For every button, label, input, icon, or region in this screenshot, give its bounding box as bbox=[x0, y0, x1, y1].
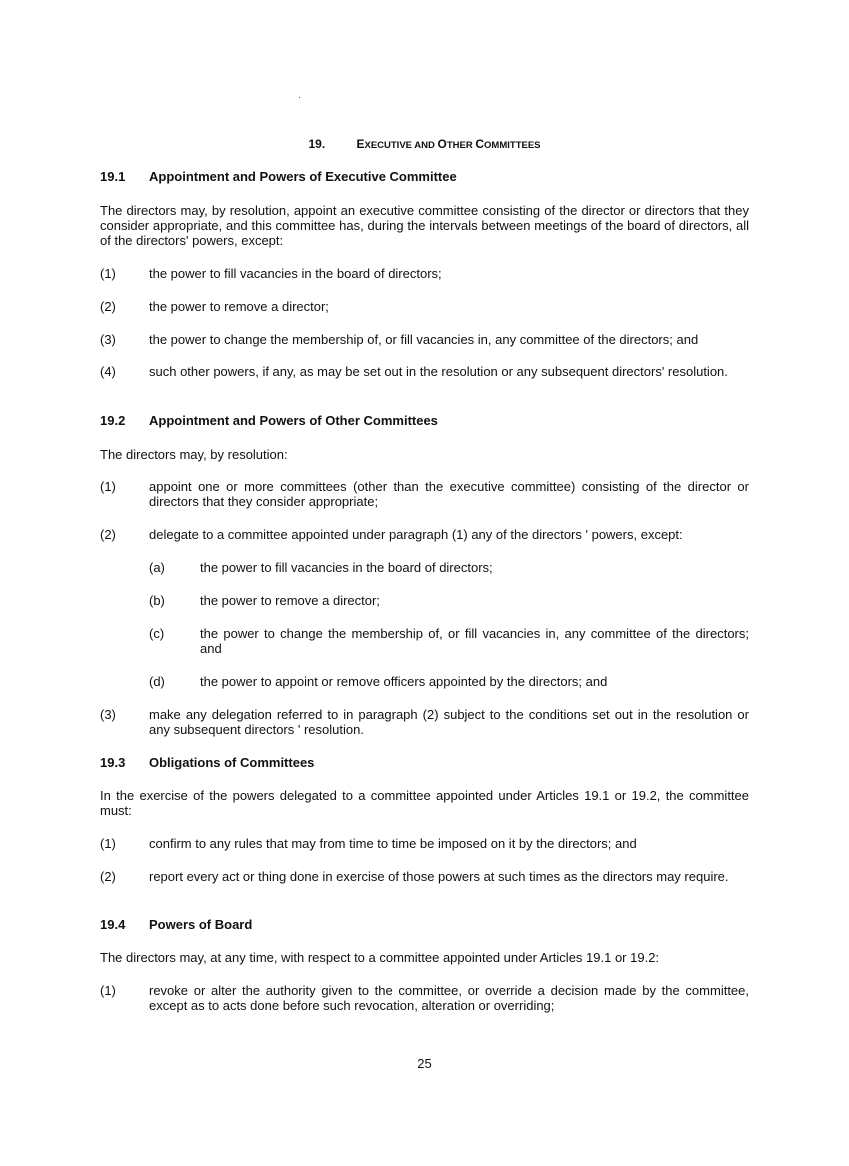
list-item: (1) revoke or alter the authority given to the committee, or override a decision made by the committee, except as to acts done before such revocation, alteration or overriding; bbox=[100, 983, 749, 1013]
section-heading-19-3: 19.3 Obligations of Committees bbox=[100, 755, 315, 770]
section-heading-19-1: 19.1 Appointment and Powers of Executive Committee bbox=[100, 169, 457, 184]
list-item: (2) report every act or thing done in exercise of those powers at such times as the directors may require. bbox=[100, 869, 729, 884]
list-item: (1) the power to fill vacancies in the board of directors; bbox=[100, 266, 442, 281]
article-number: 19. bbox=[308, 137, 326, 151]
sub-list-item: (d) the power to appoint or remove officers appointed by the directors; and bbox=[149, 674, 608, 689]
section-intro-19-2: The directors may, by resolution: bbox=[100, 447, 288, 462]
article-title: 19. EXECUTIVE AND OTHER COMMITTEES bbox=[308, 137, 541, 151]
list-item: (3) the power to change the membership of, or fill vacancies in, any committee of the directors; and bbox=[100, 332, 699, 347]
list-item: (1) appoint one or more committees (other than the executive committee) consisting of the director or directors that they consider appropriate; bbox=[100, 479, 749, 509]
stray-mark bbox=[299, 97, 300, 98]
sub-list-item: (a) the power to fill vacancies in the board of directors; bbox=[149, 560, 493, 575]
list-item: (1) confirm to any rules that may from time to time be imposed on it by the directors; and bbox=[100, 836, 637, 851]
sub-list-item: (c) the power to change the membership of, or fill vacancies in, any committee of the directors; and bbox=[149, 626, 749, 656]
list-item: (4) such other powers, if any, as may be set out in the resolution or any subsequent directors' resolution. bbox=[100, 364, 728, 379]
section-intro-19-3: In the exercise of the powers delegated to a committee appointed under Articles 19.1 or 19.2, the committee must: bbox=[100, 788, 749, 818]
list-item: (2) delegate to a committee appointed under paragraph (1) any of the directors ' powers, except: bbox=[100, 527, 683, 542]
list-item: (3) make any delegation referred to in paragraph (2) subject to the conditions set out in the resolution or any subsequent directors ' resolution. bbox=[100, 707, 749, 737]
section-heading-19-2: 19.2 Appointment and Powers of Other Committees bbox=[100, 413, 438, 428]
section-intro-19-4: The directors may, at any time, with respect to a committee appointed under Articles 19.1 or 19.2: bbox=[100, 950, 660, 965]
list-item: (2) the power to remove a director; bbox=[100, 299, 329, 314]
section-intro-19-1: The directors may, by resolution, appoint an executive committee consisting of the director or directors that they consider appropriate, and this committee has, during the intervals between meetings of the board of directors, all of the directors' powers, except: bbox=[100, 203, 749, 248]
section-heading-19-4: 19.4 Powers of Board bbox=[100, 917, 253, 932]
page-number: 25 bbox=[417, 1056, 432, 1071]
sub-list-item: (b) the power to remove a director; bbox=[149, 593, 380, 608]
